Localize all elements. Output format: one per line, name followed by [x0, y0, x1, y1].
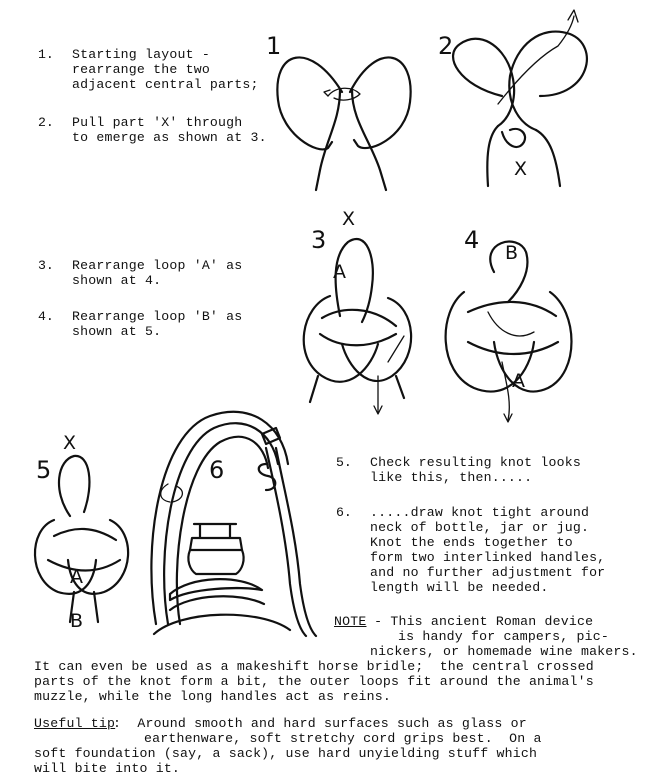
step-1-line-1: Starting layout -	[72, 47, 210, 62]
figure-1-knot-diagram	[270, 30, 420, 200]
tip-line-2: earthenware, soft stretchy cord grips best. On a	[144, 731, 542, 746]
figure-3-label-x: X	[342, 208, 356, 230]
step-1-line-3: adjacent central parts;	[72, 77, 259, 92]
tip-label: Useful tip	[34, 716, 116, 731]
step-5-line-2: like this, then.....	[370, 470, 533, 485]
figure-2-number: 2	[438, 32, 454, 60]
tip-line-1: : Around smooth and hard surfaces such as glass or	[113, 716, 527, 731]
step-6-line-3: Knot the ends together to	[370, 535, 573, 550]
figure-4-label-b: B	[505, 242, 519, 264]
step-5-line-1: Check resulting knot looks	[370, 455, 581, 470]
step-6-line-6: length will be needed.	[370, 580, 549, 595]
step-6-line-1: .....draw knot tight around	[370, 505, 590, 520]
step-3-number: 3.	[38, 258, 54, 273]
step-2-number: 2.	[38, 115, 54, 130]
figure-5-label-b: B	[70, 610, 84, 632]
note-label: NOTE	[334, 614, 367, 629]
figure-2-knot-diagram	[440, 6, 620, 196]
paragraph-line-2: parts of the knot form a bit, the outer loops fit around the animal's	[34, 674, 594, 689]
step-6-line-2: neck of bottle, jar or jug.	[370, 520, 590, 535]
figure-3-number: 3	[311, 226, 327, 254]
figure-6-number: 6	[209, 456, 225, 484]
step-6-number: 6.	[336, 505, 352, 520]
step-5-number: 5.	[336, 455, 352, 470]
step-4-number: 4.	[38, 309, 54, 324]
step-3-line-1: Rearrange loop 'A' as	[72, 258, 243, 273]
figure-4-label-a: A	[512, 370, 525, 392]
note-line-1: - This ancient Roman device	[366, 614, 594, 629]
figure-6-bottle-diagram	[150, 404, 320, 640]
figure-5-knot-diagram	[24, 450, 144, 640]
figure-5-label-x: X	[63, 432, 77, 454]
paragraph-line-1: It can even be used as a makeshift horse bridle; the central crossed	[34, 659, 594, 674]
step-3-line-2: shown at 4.	[72, 273, 162, 288]
step-2-line-1: Pull part 'X' through	[72, 115, 243, 130]
tip-line-4: will bite into it.	[34, 761, 181, 776]
note-line-3: nickers, or homemade wine makers.	[370, 644, 638, 659]
figure-1-number: 1	[266, 32, 282, 60]
paragraph-line-3: muzzle, while the long handles act as reins.	[34, 689, 392, 704]
figure-3-knot-diagram	[292, 226, 422, 416]
step-4-line-1: Rearrange loop 'B' as	[72, 309, 243, 324]
figure-5-label-a: A	[70, 566, 83, 588]
step-1-line-2: rearrange the two	[72, 62, 210, 77]
step-6-line-4: form two interlinked handles,	[370, 550, 606, 565]
step-1-number: 1.	[38, 47, 54, 62]
step-6-line-5: and no further adjustment for	[370, 565, 606, 580]
note-line-2: is handy for campers, pic-	[398, 629, 609, 644]
figure-2-label-x: X	[514, 158, 528, 180]
tip-line-3: soft foundation (say, a sack), use hard unyielding stuff which	[34, 746, 538, 761]
step-2-line-2: to emerge as shown at 3.	[72, 130, 267, 145]
figure-5-number: 5	[36, 456, 52, 484]
step-4-line-2: shown at 5.	[72, 324, 162, 339]
figure-3-label-a: A	[333, 261, 346, 283]
figure-4-number: 4	[464, 226, 480, 254]
